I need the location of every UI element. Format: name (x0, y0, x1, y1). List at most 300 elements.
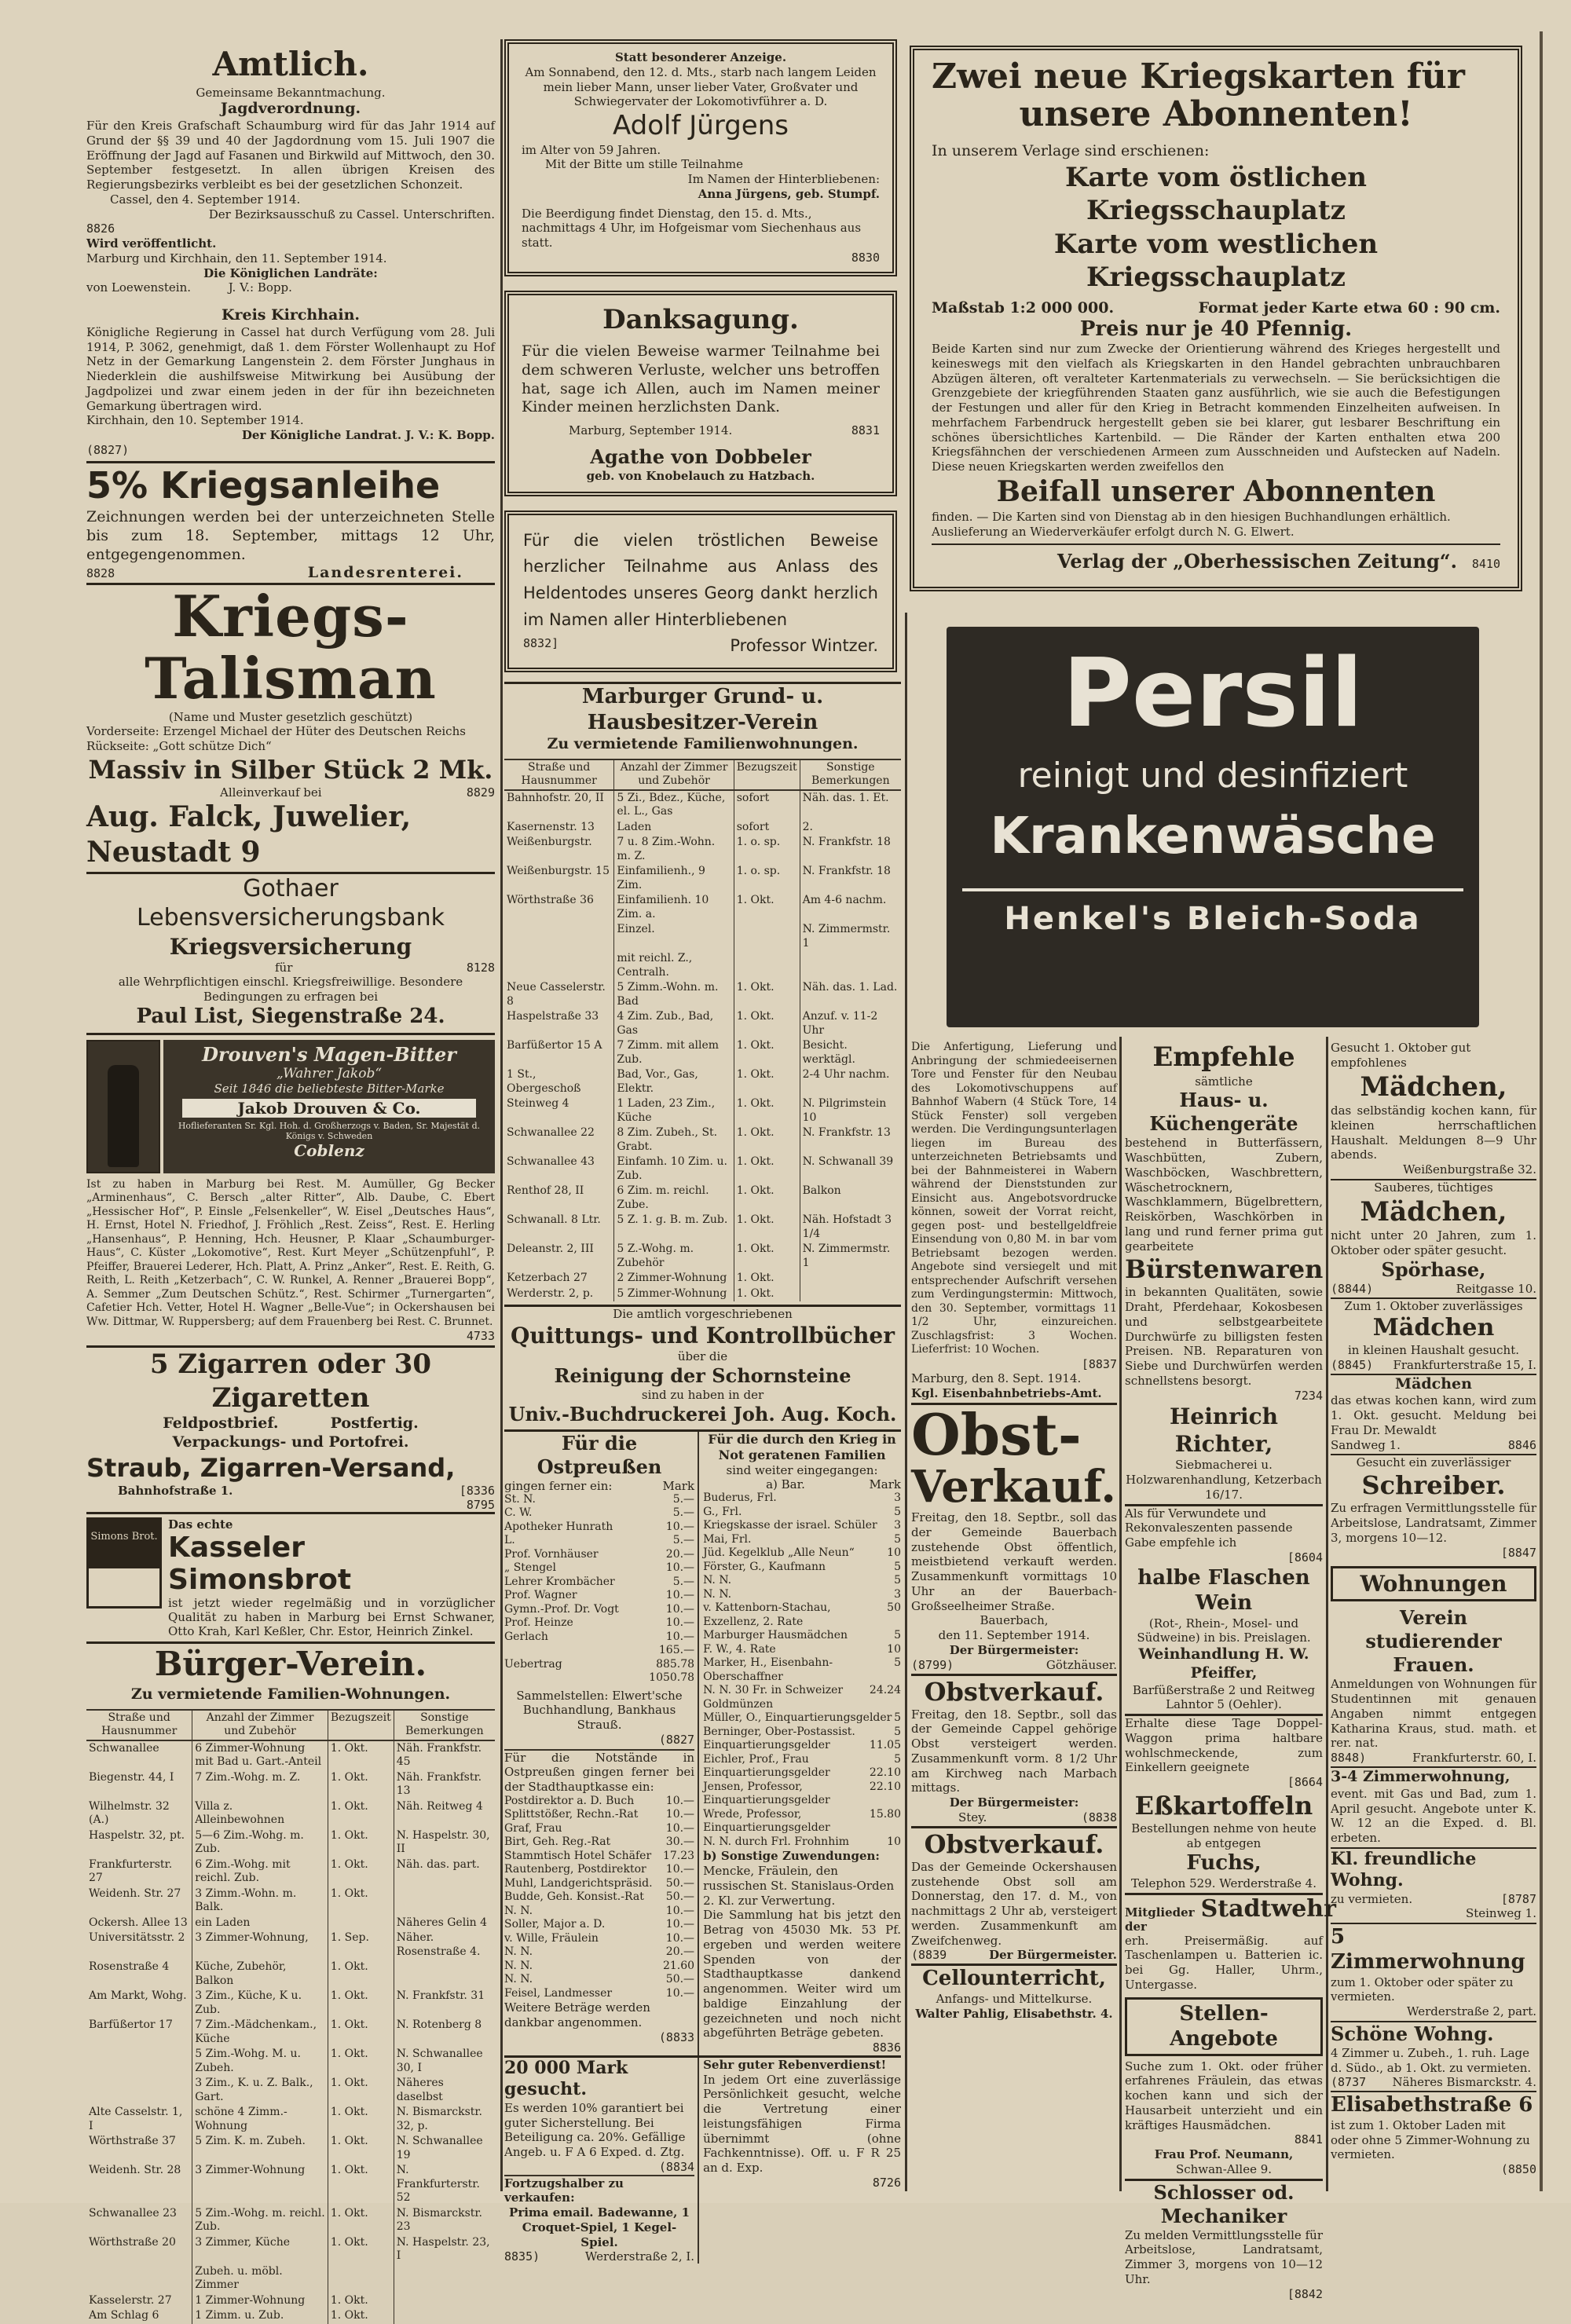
list-item (504, 1493, 694, 1507)
juergens-widow: Anna Jürgens, geb. Stumpf. (698, 186, 880, 201)
table-cell: 3 Zimmer-Wohnung, (192, 1931, 328, 1960)
stellen1-text: Suche zum 1. Okt. oder früher erfahrenes Fräulein, das etwas kochen kann und sich der Hausarbeit unterzieht und ein kräftiges Hausmädchen. (1125, 2059, 1323, 2132)
table-cell (328, 1916, 394, 1931)
quittung-ueber: über die (677, 1349, 728, 1364)
list-item (703, 1491, 901, 1506)
kart-sub: Bestellungen nehme von heute ab entgegen (1131, 1821, 1316, 1850)
list-item-label: Kriegskasse der israel. Schüler (703, 1519, 877, 1532)
fortzug-num: 8835) (504, 2249, 540, 2264)
drouven-ad (86, 1040, 495, 1173)
karten-text: Beide Karten sind nur zum Zwecke der Orientierung während des Krieges hergestellt und keineswegs mit den vielfach als Kriegskarten in den Handel gebrachten unbrauchbaren Abzügen älteren, oft veralteter Kartenmaterials zu verwechseln. — Sie berücksichtigen die Grenzgebiete der kriegführenden Staaten ganz ausführlich, wie sie auch die Befestigungen der Festungen und aller für den Krieg in Betracht kommenden Einzelheiten aufweisen. In mehrfachem Farbendruck hergestellt geben sie bei klarer, gut lesbarer Beschriftung ein schönes übersichtliches Kartenbild. — Die Ränder der Karten enthalten etwa 200 Kriegsfähnchen der verschiedenen Armeen zum Ausschneiden und Aufstecken auf Nadeln. Diese neuen Kriegskarten werden zweifellos den (932, 342, 1500, 474)
list-item-value: 20.— (665, 1547, 695, 1561)
empf-sub2: Haus- u. Küchengeräte (1149, 1089, 1298, 1136)
list-item-label: Einquartierungsgelder (703, 1766, 830, 1780)
list-item (703, 1601, 901, 1629)
table-cell: Villa z. Alleinbewohnen (192, 1799, 328, 1828)
list-item (504, 1945, 694, 1960)
list-item-value: 10.— (665, 1520, 695, 1533)
list-item-value: 15.80 (869, 1807, 901, 1821)
list-item (703, 1561, 901, 1575)
quittung-sind: sind zu haben in der (641, 1387, 764, 1402)
karten-heading-2: unsere Abonnenten! (1019, 94, 1413, 135)
table-row (86, 2308, 495, 2324)
list-item-label: Splittstößer, Rechn.-Rat (504, 1808, 639, 1821)
jagd-text: Für den Kreis Grafschaft Schaumburg wird für das Jahr 1914 auf Grund der §§ 39 und 40 der Jagdordnung vom 15. Juli 1907 die Eröffnung der Jagd auf Fasanen und Birkwild auf Mittwoch, den 30. September festgesetzt. In allen übrigen Kreisen des Regierungsbezirks verbleibt es bei der gesetzlichen Schonzeit. (86, 119, 495, 192)
gotha-num: 8128 (466, 960, 495, 975)
kriegskarten-ad (910, 46, 1522, 591)
table-cell: Schwanallee 22 (504, 1125, 614, 1155)
grund-table (504, 759, 901, 1302)
drouven-city: Coblenz (294, 1140, 364, 1160)
list-item-value: 50 (887, 1601, 901, 1615)
table-cell (800, 951, 901, 980)
list-item-value: 50.— (665, 1890, 695, 1904)
schlosser-text: Zu melden Vermittlungsstelle für Arbeitslose, Landratsamt, Zimmer 3, morgens von 10—12 Uhr. (1125, 2227, 1323, 2286)
list-item-label: Jensen, Professor, Einquartierungsgelder (703, 1780, 830, 1807)
m3-text: in kleinen Haushalt gesucht. (1347, 1342, 1520, 1357)
table-row (504, 1184, 901, 1213)
m4-text: das etwas kochen kann, wird zum 1. Okt. gesucht. Meldung bei Frau Dr. Mewaldt (1331, 1393, 1536, 1437)
table-cell: 1. o. sp. (734, 864, 800, 893)
table-cell: Einfamilienh., 9 Zim. (614, 864, 734, 893)
wein-num: [8604 (1287, 1550, 1323, 1565)
gotha-sub: Kriegsversicherung (169, 933, 412, 960)
inot-sub: sind weiter eingegangen: (726, 1462, 878, 1477)
mark-num: (8834 (658, 2159, 695, 2174)
table-cell: Näh. das. 1. Lad. (802, 981, 898, 994)
table-row (504, 1096, 901, 1125)
list-item (504, 1850, 694, 1864)
table-row (86, 2018, 495, 2047)
m3-num: (8845) (1331, 1357, 1374, 1372)
georg-num: 8832] (523, 636, 559, 651)
list-item-label: C. W. (504, 1506, 533, 1520)
talisman-heading: Kriegs-Talisman (145, 583, 437, 712)
table-cell: Renthof 28, II (504, 1184, 614, 1213)
table-row (86, 2264, 495, 2293)
obst1-num: (8799) (911, 1657, 954, 1672)
list-item-label: N. N. (504, 1904, 533, 1917)
schreib-num: [8847 (1500, 1545, 1536, 1560)
table-cell: 7 u. 8 Zim.-Wohn. m. Z. (614, 835, 734, 864)
list-item-label: Buderus, Frl. (703, 1491, 777, 1505)
talisman-front: Vorderseite: Erzengel Michael der Hüter des Deutschen Reichs (86, 724, 466, 739)
table-row (86, 2076, 495, 2105)
drouven-firm: Jakob Drouven & Co. (182, 1099, 476, 1118)
list-item (504, 1630, 694, 1645)
table-row (86, 1916, 495, 1931)
table-cell: 1. Okt. (734, 980, 800, 1009)
table-cell: Kasernenstr. 13 (504, 820, 614, 836)
list-item (703, 1533, 901, 1547)
m4-heading: Mädchen (1395, 1374, 1472, 1393)
mark-heading: 20 000 Mark gesucht. (504, 2057, 628, 2100)
table-cell: 1. Okt. (734, 1009, 800, 1038)
verein-heading: Verein studierender Frauen. (1365, 1606, 1502, 1677)
list-item-label: Gerlach (504, 1630, 548, 1643)
table-cell: Schwanallee 23 (86, 2206, 192, 2235)
table-cell: 1 Laden, 23 Zim., Küche (614, 1096, 734, 1125)
obst2-name: Stey. (958, 1810, 987, 1824)
list-item (703, 1753, 901, 1767)
list-item-label: Lehrer Krombächer (504, 1575, 615, 1588)
column-1 (86, 39, 495, 2322)
buerger-sub: Zu vermietende Familien-Wohnungen. (130, 1685, 451, 1703)
list-item-value: 5.— (672, 1492, 695, 1506)
list-item-label: Jüd. Kegelklub „Alle Neun“ (703, 1546, 855, 1560)
obst-big-1: Obst- (911, 1400, 1082, 1468)
buersten-heading: Bürstenwaren (1125, 1254, 1324, 1285)
kart-name: Fuchs, (1186, 1851, 1262, 1876)
table-cell: Schwanallee (86, 1740, 192, 1770)
w5-num: (8850 (1500, 2162, 1536, 2176)
karten-format: Format jeder Karte etwa 60 : 90 cm. (1198, 298, 1500, 317)
danksagung-notice (504, 291, 897, 496)
table-cell: Näheres Gelin 4 (396, 1916, 488, 1929)
list-item (504, 1506, 694, 1521)
table-cell (394, 2264, 495, 2293)
list-item-label: Marburger Hausmädchen (703, 1629, 848, 1642)
list-item (504, 1890, 694, 1905)
list-item-value: 885.78 (656, 1657, 695, 1671)
table-cell: 1. Okt. (734, 1286, 800, 1302)
buersten-text: in bekannten Qualitäten, sowie Draht, Pferdehaar, Kokosbesen und selbstgearbeitete Durchwürfe zu billigsten festen Preisen. NB. Reparaturen von Siebe und Durchwürfen werden schnellstens besorgt. (1125, 1285, 1323, 1388)
list-item-value: 5 (894, 1711, 901, 1725)
table-cell: Näh. Frankfstr. 13 (396, 1770, 482, 1798)
table-cell: 3 Zim., Küche, K u. Zub. (192, 1989, 328, 2018)
table-cell: Besicht. werktägl. (802, 1039, 855, 1066)
w1-text: event. mit Gas und Bad, zum 1. April gesucht. Angebote unter K. W. 12 an die Exped. d. Bl. erbeten. (1331, 1786, 1536, 1845)
table-cell: N. Frankfurterstr. 52 (396, 2164, 480, 2205)
table-cell: 1. Okt. (328, 2206, 394, 2235)
list-item-value: 10.— (665, 1794, 695, 1807)
simons-heading: Kasseler Simonsbrot (168, 1532, 352, 1597)
table-cell: 1 Zimm. u. Zub. (192, 2308, 328, 2324)
list-item (504, 1589, 694, 1603)
simons-echt: Das echte (168, 1517, 233, 1532)
list-item-label: „ Stengel (504, 1561, 556, 1575)
persil-foot: Henkel's Bleich-Soda (1004, 901, 1422, 937)
m2-firm: Spörhase, (1381, 1257, 1486, 1281)
table-cell: 6 Zim. m. reichl. Zube. (614, 1184, 734, 1213)
table-cell: Am 4-6 nachm. (802, 894, 887, 907)
table-cell (394, 1960, 495, 1989)
table-row (86, 1828, 495, 1857)
list-item (703, 1519, 901, 1533)
column-3b (1125, 1041, 1336, 2301)
table-cell: Barfüßertor 17 (86, 2018, 192, 2047)
list-item (504, 1658, 694, 1672)
kirchhain-date: Kirchhain, den 10. September 1914. (86, 413, 304, 428)
list-item-label: N. N. (703, 1574, 732, 1587)
table-cell: 1. Okt. (734, 1271, 800, 1286)
wein-text: Als für Verwundete und Rekonvaleszenten passende Gabe empfehle ich (1125, 1506, 1293, 1550)
table-cell: Weißenburgstr. 15 (504, 864, 614, 893)
empf-sub1: sämtliche (1195, 1074, 1253, 1089)
table-cell: 1. Okt. (328, 2105, 394, 2134)
inot-footer: Die Sammlung hat bis jetzt den Betrag von 45030 Mk. 53 Pf. ergeben und werden weitere Spenden von der Stadthauptkasse dankend angenommen. Weiter wird um baldige Einzahlung der gezeichneten und noch nicht abgeführten Beträge gebeten. (703, 1908, 901, 2040)
drouven-lief: Hoflieferanten Sr. Kgl. Hoh. d. Großherzogs v. Baden, Sr. Majestät d. Königs v. Schweden (178, 1120, 481, 1141)
list-item-value: 10 (887, 1835, 901, 1848)
table-cell: 8 Zim. Zubeh., St. Grabt. (614, 1125, 734, 1155)
table-row (504, 1155, 901, 1184)
list-item (703, 1656, 901, 1684)
list-item-label: St. N. (504, 1492, 536, 1506)
table-cell: N. Schwanallee 19 (396, 2135, 483, 2161)
w4-heading: Schöne Wohng. (1331, 2022, 1494, 2045)
list-item (504, 1521, 694, 1535)
buerger-header-cell: Sonstige Bemerkungen (394, 1710, 495, 1740)
fortzug-heading: Fortzugshalber zu verkaufen: (504, 2176, 624, 2205)
stadt-text: erh. Preisermäßig. auf Taschenlampen u. Batterien ic. bei Gg. Haller, Uhrm., Untergasse. (1125, 1933, 1323, 1992)
m2-heading: Mädchen, (1360, 1195, 1507, 1228)
list-item (703, 1506, 901, 1520)
cello-heading: Cellounterricht, (922, 1967, 1106, 1991)
fortzug-addr: Werderstraße 2, I. (584, 2249, 695, 2264)
list-item-label: Prof. Vornhäuser (504, 1547, 599, 1561)
zigarren-firm: Straub, Zigarren-Versand, (86, 1452, 456, 1483)
zigarren-addr: Bahnhofstraße 1. (118, 1483, 233, 1498)
list-item-value: 10.— (665, 1904, 695, 1917)
dank-name: Agathe von Dobbeler (590, 445, 811, 468)
karten-intro: In unserem Verlage sind erschienen: (932, 141, 1210, 159)
list-item-label: Postdirektor a. D. Buch (504, 1794, 635, 1807)
column-3a (911, 1041, 1117, 2195)
table-cell: 2. (802, 820, 813, 833)
wein-sub: (Rot-, Rhein-, Mosel- und Südweine) in bis. Preislagen. (1137, 1616, 1311, 1645)
landraete-names: von Loewenstein. J. V.: Bopp. (86, 280, 292, 295)
obst2-heading: Obstverkauf. (924, 1676, 1104, 1707)
list-item-label: Berninger, Ober-Postassist. (703, 1725, 855, 1738)
table-cell: Deleanstr. 2, III (504, 1242, 614, 1271)
list-item-label: Prof. Wagner (504, 1589, 577, 1602)
table-cell: 1. Okt. (328, 1857, 394, 1887)
table-cell: Neue Casselerstr. 8 (504, 980, 614, 1009)
schmiede-text: Die Anfertigung, Lieferung und Anbringung der schmiedeeisernen Tore und Fenster für den Neubau des Lokomotivschuppens auf Bahnhof Wabern (4 Stück Tore, 14 Stück Fenster) soll vergeben werden. Die Verdingungsunterlagen liegen im Bureau des unterzeichneten Betriebsamts und bei der Bahnmeisterei in Wabern während der Dienststunden zur Einsicht aus. Angebotsvordrucke können, soweit der Vorrat reicht, gegen post- und bestellgeldfreie Einsendung von 0,80 M. in bar vom Betriebsamt bezogen werden. Angebote sind versiegelt und mit entsprechender Aufschrift versehen zum Verdingungstermin: Mittwoch, den 30. September, vormittags 11 1/2 Uhr, einzureichen. Zuschlagsfrist: 3 Wochen. Lieferfrist: 10 Wochen. (911, 1041, 1117, 1356)
table-row (504, 1213, 901, 1242)
table-row (504, 864, 901, 893)
w2-heading: Kl. freundliche Wohng. (1331, 1848, 1477, 1891)
table-cell: 1. Okt. (328, 2235, 394, 2264)
obst2-text: Freitag, den 18. Septbr., soll das der Gemeinde Cappel gehörige Obst versteigert werden. Zusammenkunft vorm. 8 1/2 Uhr am Kirchweg nach Marbach mittags. (911, 1707, 1117, 1795)
list-item (504, 1973, 694, 1987)
list-item (703, 1726, 901, 1740)
table-cell: Schwanallee 43 (504, 1155, 614, 1184)
list-item (504, 1863, 694, 1877)
list-item-value: 10.— (665, 1589, 695, 1602)
column-rule (1119, 1037, 1122, 2191)
fortzug-text: Prima email. Badewanne, 1 Croquet-Spiel, 1 Kegel-Spiel. (509, 2205, 690, 2249)
table-cell (800, 1286, 901, 1302)
list-item (703, 1711, 901, 1726)
obst3-text: Das der Gemeinde Ockershausen zustehende Obst soll am Donnerstag, den 17. d. M., von nachmittags 2 Uhr ab, versteigert werden. Zusammenkunft am Zweifchenweg. (911, 1859, 1117, 1948)
table-cell: Weißenburgstr. (504, 835, 614, 864)
juergens-burial: Die Beerdigung findet Dienstag, den 15. d. Mts., nachmittags 4 Uhr, im Hofgeismar vom Siechenhaus aus statt. (522, 206, 862, 250)
table-cell: Am Markt, Wohg. (86, 1989, 192, 2018)
list-item (703, 1643, 901, 1657)
m3-addr: Frankfurterstraße 15, I. (1393, 1357, 1536, 1372)
w3-addr: Werderstraße 2, part. (1407, 2004, 1536, 2018)
talisman-num: 8829 (466, 785, 495, 800)
table-cell: Wilhelmstr. 32 (A.) (86, 1799, 192, 1828)
table-cell: schöne 4 Zimm.-Wohnung (192, 2105, 328, 2134)
table-cell: 7 Zimm. mit allem Zub. (614, 1038, 734, 1067)
list-item-value: 5 (894, 1656, 901, 1670)
list-item (504, 1548, 694, 1562)
inot-num: 8836 (872, 2040, 901, 2055)
list-item-value: 5 (894, 1752, 901, 1766)
table-cell: 1. Okt. (328, 2308, 394, 2324)
w2-num: [8787 (1500, 1891, 1536, 1906)
wein-addr: Barfüßerstraße 2 und Reitweg Lahntor 5 (Oehler). (1132, 1682, 1316, 1712)
table-cell: N. Frankfstr. 31 (396, 1989, 485, 2003)
list-item-value: 10.— (665, 1931, 695, 1945)
table-cell: Ketzerbach 27 (504, 1271, 614, 1286)
table-cell (504, 951, 614, 980)
table-cell: 5 Zim.-Wohg. M. u. Zubeh. (192, 2047, 328, 2076)
table-cell (734, 922, 800, 951)
jagd-heading: Jagdverordnung. (220, 100, 361, 118)
column-rule (1326, 1037, 1328, 2191)
table-cell: N. Schwanallee 30, I (396, 2048, 483, 2074)
obst1-date: den 11. September 1914. (938, 1628, 1090, 1643)
table-cell: N. Bismarckstr. 23 (396, 2206, 482, 2234)
table-row (504, 1271, 901, 1286)
gotha-heading: Gothaer Lebensversicherungsbank (136, 874, 445, 932)
table-cell: Wörthstraße 20 (86, 2235, 192, 2264)
table-cell: Näh. das. 1. Et. (802, 791, 889, 804)
list-item (504, 1808, 694, 1822)
inot-heading: Für die durch den Krieg in Not geratenen Familien (708, 1431, 896, 1462)
list-item-value: 1050.78 (649, 1671, 695, 1685)
karten-ost: Karte vom östlichen Kriegsschauplatz (1064, 161, 1368, 227)
list-item-value: 10 (887, 1546, 901, 1560)
rebe-heading: Sehr guter Rebenverdienst! (703, 2057, 887, 2072)
talisman-back: Rückseite: „Gott schütze Dich“ (86, 739, 272, 754)
m3-pre: Zum 1. Oktober zuverlässiges (1344, 1298, 1523, 1313)
table-cell: Zubeh. u. möbl. Zimmer (192, 2264, 328, 2293)
table-cell: 1. Okt. (328, 1740, 394, 1770)
gotha-agent: Paul List, Siegenstraße 24. (136, 1005, 445, 1029)
obst3-num: (8839 (911, 1948, 947, 1963)
schmiede-date: Marburg, den 8. Sept. 1914. (911, 1371, 1082, 1386)
list-item-value: 30.— (665, 1835, 695, 1849)
list-item-label: Wrede, Professor, Einquartierungsgelder (703, 1807, 830, 1835)
quittung-firm: Univ.-Buchdruckerei Joh. Aug. Koch. (508, 1402, 897, 1426)
list-item-label: v. Kattenborn-Stachau, Exzellenz, 2. Rate (703, 1601, 831, 1628)
table-cell: Barfüßertor 15 A (504, 1038, 614, 1067)
kirchhain-num: (8827) (86, 442, 130, 457)
m2-num: (8844) (1331, 1281, 1374, 1296)
kart-tel: Telephon 529. Werderstraße 4. (1131, 1876, 1316, 1890)
kirchhain-heading: Kreis Kirchhain. (221, 306, 361, 324)
persil-sub2: Krankenwäsche (990, 807, 1436, 866)
m1-addr: Weißenburgstraße 32. (1403, 1162, 1536, 1177)
table-row (504, 1125, 901, 1155)
list-item-value: 5 (894, 1629, 901, 1642)
list-item-label: G., Frl. (703, 1505, 742, 1518)
table-cell: Einzel. (614, 922, 734, 951)
gotha-text: alle Wehrpflichtigen einschl. Kriegsfreiwillige. Besondere Bedingungen zu erfragen bei (118, 974, 463, 1004)
list-item-value: 5 (894, 1560, 901, 1573)
list-item (703, 1588, 901, 1602)
inot-b-text: Mencke, Fräulein, den russischen St. Stanislaus-Orden 2. Kl. zur Verwertung. (703, 1864, 895, 1908)
obst1-name: Götzhäuser. (1046, 1657, 1117, 1672)
drouven-since: Seit 1846 die beliebteste Bitter-Marke (214, 1081, 445, 1096)
stadt-pre: Mitglieder der (1125, 1905, 1195, 1934)
ostpreussen-list (504, 1432, 699, 2055)
gotha-fuer: für (275, 960, 293, 975)
list-item-value: 10.— (665, 1918, 695, 1931)
list-item (703, 1766, 901, 1781)
m2-text: nicht unter 20 Jahren, zum 1. Oktober oder später gesucht. (1331, 1228, 1536, 1257)
table-cell: 1. Okt. (734, 1125, 800, 1155)
list-item-label: Muhl, Landgerichtspräsid. (504, 1876, 653, 1890)
juergens-age: im Alter von 59 Jahren. (522, 142, 661, 157)
table-row (86, 2105, 495, 2134)
quittung-heading: Quittungs- und Kontrollbücher (510, 1323, 895, 1349)
table-cell: 5 Zim. K. m. Zubeh. (192, 2134, 328, 2163)
verein-num: 8848) (1331, 1751, 1367, 1765)
w3-heading: 5 Zimmerwohnung (1331, 1924, 1525, 1974)
dank-date: Marburg, September 1914. (569, 423, 733, 437)
table-cell: 5 Zimm.-Wohn. m. Bad (614, 980, 734, 1009)
table-cell: 3 Zimm.-Wohn. m. Balk. (192, 1887, 328, 1916)
karten-mass: Maßstab 1:2 000 000. (932, 298, 1115, 317)
table-cell: 5 Zimmer-Wohnung (614, 1286, 734, 1302)
table-cell: N. Zimmermstr. 1 (802, 923, 891, 950)
list-item-label: L. (504, 1534, 515, 1547)
obst3-heading: Obstverkauf. (924, 1828, 1104, 1859)
table-row (86, 1740, 495, 1770)
table-cell: Einfamilienh. 10 Zim. a. (614, 893, 734, 922)
table-cell: N. Rotenberg 8 (396, 2018, 482, 2032)
m1-pre: Gesucht 1. Oktober gut empfohlenes (1331, 1041, 1471, 1070)
stellen-heading: Stellen-Angebote (1170, 2001, 1278, 2051)
kriegsanleihe-num: 8828 (86, 566, 115, 581)
list-item-value: 5.— (672, 1575, 695, 1588)
w2-text: zu vermieten. (1331, 1891, 1413, 1906)
juergens-name: Adolf Jürgens (613, 110, 789, 141)
table-cell: 5—6 Zim.-Wohg. m. Zub. (192, 1828, 328, 1857)
table-cell: 1. Okt. (328, 2076, 394, 2105)
table-cell: Weidenh. Str. 28 (86, 2163, 192, 2206)
table-row (86, 1960, 495, 1989)
table-row (86, 1770, 495, 1799)
list-item-label: Förster, G., Kaufmann (703, 1560, 826, 1573)
table-row (504, 1286, 901, 1302)
table-cell: mit reichl. Z., Centralh. (614, 951, 734, 980)
table-row (504, 1242, 901, 1271)
list-item (504, 1822, 694, 1836)
table-cell: Ockersh. Allee 13 (86, 1916, 192, 1931)
table-row (504, 893, 901, 922)
list-item-label: Uebertrag (504, 1657, 562, 1671)
table-cell: Werderstr. 2, p. (504, 1286, 614, 1302)
buerger-heading: Bürger-Verein. (154, 1645, 427, 1684)
table-cell: 1. Okt. (734, 1242, 800, 1271)
juergens-num: 8830 (851, 250, 880, 265)
karten-beifall: Beifall unserer Abonnenten (996, 474, 1436, 508)
list-item-value: 3 (894, 1519, 901, 1532)
schlosser-heading: Schlosser od. Mechaniker (1153, 2180, 1295, 2227)
drouven-sub: „Wahrer Jakob“ (276, 1065, 383, 1081)
ostpr-num: (8827 (658, 1732, 695, 1747)
table-cell: Frankfurterstr. 27 (86, 1857, 192, 1887)
buerger-header-cell: Anzahl der Zimmer und Zubehör (192, 1710, 328, 1740)
list-item-label: N. N. 30 Fr. in Schweizer Goldmünzen (703, 1684, 844, 1711)
table-cell (504, 922, 614, 951)
